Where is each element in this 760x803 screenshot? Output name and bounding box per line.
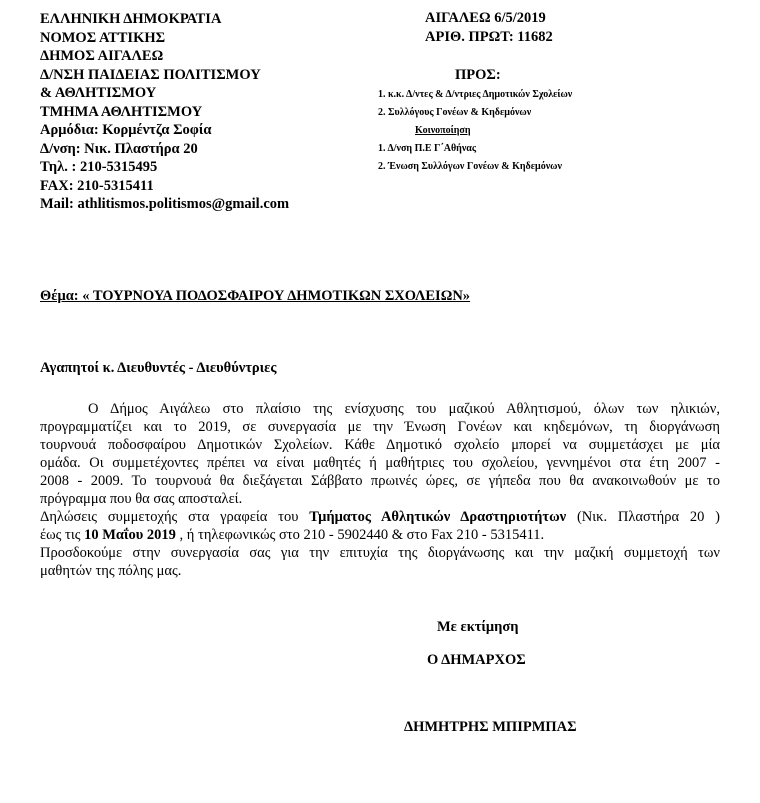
recipient-item: 2. Συλλόγους Γονέων & Κηδεμόνων (378, 107, 532, 118)
protocol-number: ΑΡΙΘ. ΠΡΩΤ: 11682 (425, 29, 553, 45)
body-line (40, 508, 720, 526)
department-name: Τμήματος Αθλητικών Δραστηριοτήτων (309, 509, 567, 525)
header-directorate: Δ/ΝΣΗ ΠΑΙΔΕΙΑΣ ΠΟΛΙΤΙΣΜΟΥ (40, 66, 261, 83)
body-text: , ή τηλεφωνικώς στο 210 - 5902440 & στο Fax 210 - 5315411. (175, 527, 545, 543)
header-phone: Τηλ. : 210-5315495 (40, 159, 158, 175)
salutation: Αγαπητοί κ. Διευθυντές - Διευθύντριες (40, 360, 277, 376)
sender-header (40, 10, 289, 214)
signatory-title: Ο ΔΗΜΑΡΧΟΣ (427, 652, 526, 668)
header-municipality: ΔΗΜΟΣ ΑΙΓΑΛΕΩ (40, 48, 164, 64)
body-line: προγραμματίζει και το 2019, σε συνεργασία με την Ένωση Γονέων και κηδεμόνων, τη διοργάνωση (40, 419, 720, 435)
header-directorate-cont: & ΑΘΛΗΤΙΣΜΟΥ (40, 85, 157, 101)
body-line (40, 526, 720, 544)
recipient-item: 1. κ.κ. Δ/ντες & Δ/ντριες Δημοτικών Σχολείων (378, 89, 573, 100)
body-line: ομάδα. Οι συμμετέχοντες πρέπει να είναι μαθητές ή μαθήτριες του σχολείου, γεννημένοι στα έτη 2007 - (40, 455, 720, 471)
header-prefecture: ΝΟΜΟΣ ΑΤΤΙΚΗΣ (40, 29, 166, 46)
body-text: (Νικ. Πλαστήρα 20 ) (566, 509, 720, 525)
header-contact-person: Αρμόδια: Κορμέντζα Σοφία (40, 122, 212, 138)
body-line: Προσδοκούμε στην συνεργασία σας για την επιτυχία της διοργάνωσης και την μαζική συμμετοχή των (40, 545, 720, 561)
signatory-name: ΔΗΜΗΤΡΗΣ ΜΠΙΡΜΠΑΣ (404, 719, 577, 735)
subject-line: Θέμα: « ΤΟΥΡΝΟΥΑ ΠΟΔΟΣΦΑΙΡΟΥ ΔΗΜΟΤΙΚΩΝ ΣΧΟΛΕΙΩΝ» (40, 288, 471, 304)
body-line: 2008 - 2009. Το τουρνουά θα διεξάγεται Σάββατο πρωινές ώρες, σε γήπεδα που θα ανακοινωθούν με το (40, 473, 720, 489)
body-line: πρόγραμμα που θα σας αποσταλεί. (40, 491, 243, 507)
header-department: ΤΜΗΜΑ ΑΘΛΗΤΙΣΜΟΥ (40, 103, 203, 120)
body-paragraph-3 (40, 544, 720, 580)
body-line: Ο Δήμος Αιγάλεω στο πλαίσιο της ενίσχυσης του μαζικού Αθλητισμού, όλων των ηλικιών, (88, 401, 720, 417)
body-paragraph-2 (40, 508, 720, 544)
header-email: Mail: athlitismos.politismos@gmail.com (40, 196, 290, 212)
header-country: ΕΛΛΗΝΙΚΗ ΔΗΜΟΚΡΑΤΙΑ (40, 11, 222, 27)
body-line: τουρνουά ποδοσφαίρου Δημοτικών Σχολείων. Κάθε Δημοτικό σχολείο μπορεί να συμμετάσχει με μία (40, 437, 720, 453)
closing-regards: Με εκτίμηση (437, 619, 519, 635)
cc-label: Κοινοποίηση (415, 125, 471, 136)
header-fax: FAX: 210-5315411 (40, 177, 154, 194)
body-line: μαθητών της πόλης μας. (40, 563, 182, 579)
cc-item: 2. Ένωση Συλλόγων Γονέων & Κηδεμόνων (378, 161, 562, 172)
cc-item: 1. Δ/νση Π.Ε Γ΄Αθήνας (378, 143, 477, 154)
header-address: Δ/νση: Νικ. Πλαστήρα 20 (40, 140, 198, 157)
to-label: ΠΡΟΣ: (455, 67, 501, 83)
body-paragraph-1 (40, 400, 720, 508)
body-text: Δηλώσεις συμμετοχής στα γραφεία του (40, 509, 310, 525)
body-text: έως τις (40, 527, 85, 543)
place-date: ΑΙΓΑΛΕΩ 6/5/2019 (425, 10, 546, 26)
deadline-date: 10 Μαΐου 2019 (84, 527, 176, 543)
